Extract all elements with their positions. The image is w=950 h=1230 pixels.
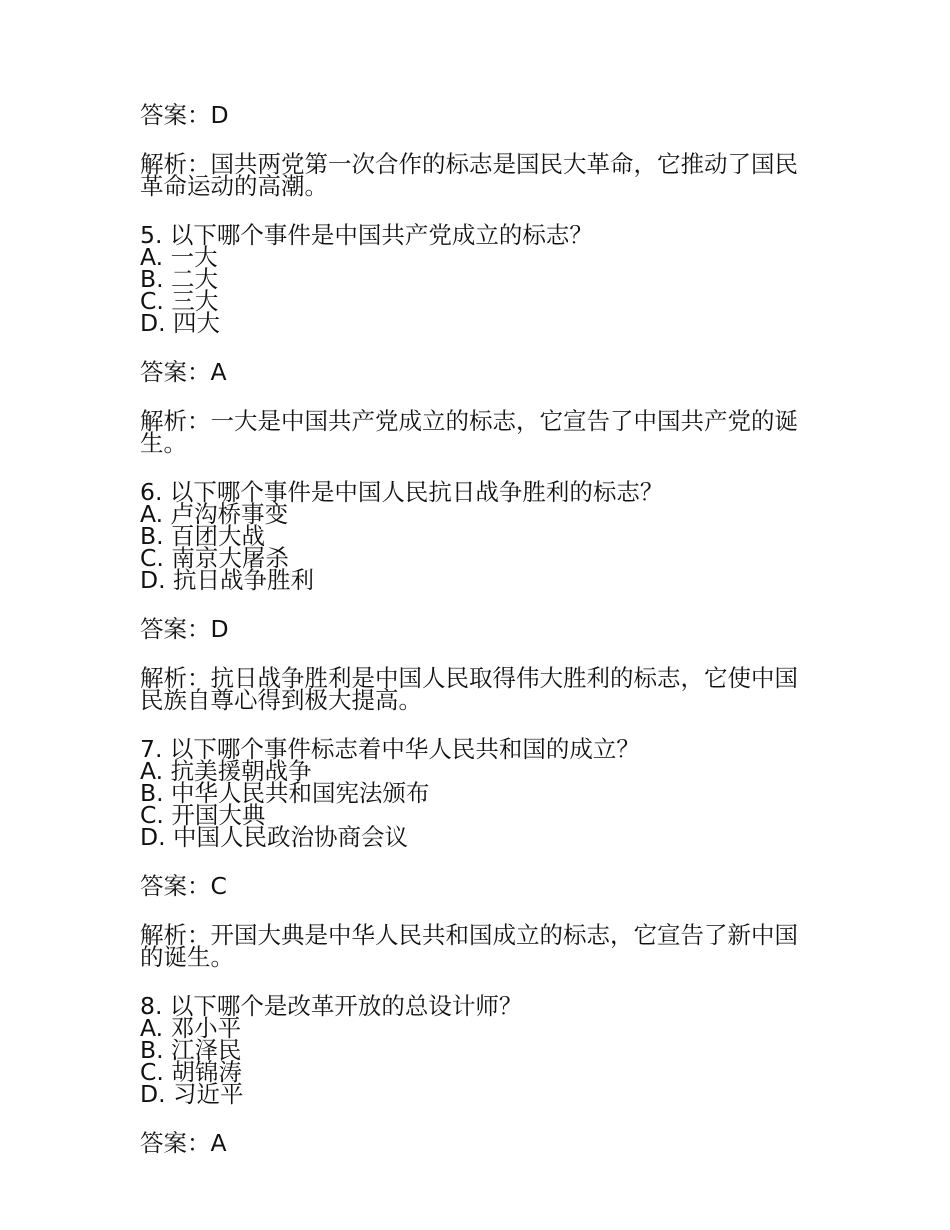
- option-a: A. 一大: [140, 243, 218, 271]
- option-c: C. 三大: [140, 287, 219, 315]
- option-d: D. 四大: [140, 309, 221, 337]
- answer-line: 答案：C: [140, 872, 227, 900]
- option-a: A. 抗美援朝战争: [140, 757, 312, 785]
- option-a: A. 邓小平: [140, 1014, 242, 1042]
- question-text: 7. 以下哪个事件标志着中华人民共和国的成立？: [140, 735, 640, 763]
- answer-line: 答案：D: [140, 101, 229, 129]
- question-block-8: [140, 992, 812, 1157]
- option-c: C. 南京大屠杀: [140, 544, 289, 572]
- option-b: B. 二大: [140, 265, 219, 293]
- question-block-5: [140, 221, 812, 457]
- question-block-7: [140, 735, 812, 971]
- analysis-paragraph: 解析：国共两党第一次合作的标志是国民大革命，它推动了国民革命运动的高潮。: [140, 150, 798, 200]
- answer-line: 答案：D: [140, 615, 229, 643]
- option-a: A. 卢沟桥事变: [140, 500, 289, 528]
- answer-line: 答案：A: [140, 1129, 227, 1157]
- option-c: C. 开国大典: [140, 801, 266, 829]
- option-d: D. 中国人民政治协商会议: [140, 823, 409, 851]
- option-b: B. 百团大战: [140, 522, 266, 550]
- answer-line: 答案：A: [140, 358, 227, 386]
- option-b: B. 中华人民共和国宪法颁布: [140, 779, 430, 807]
- option-d: D. 习近平: [140, 1080, 244, 1108]
- option-b: B. 江泽民: [140, 1036, 242, 1064]
- question-text: 6. 以下哪个事件是中国人民抗日战争胜利的标志？: [140, 478, 664, 506]
- analysis-paragraph: 解析：抗日战争胜利是中国人民取得伟大胜利的标志，它使中国民族自尊心得到极大提高。: [140, 664, 798, 714]
- document-page: [140, 101, 812, 1181]
- option-c: C. 胡锦涛: [140, 1058, 242, 1086]
- analysis-paragraph: 解析：开国大典是中华人民共和国成立的标志，它宣告了新中国的诞生。: [140, 921, 798, 971]
- question-text: 8. 以下哪个是改革开放的总设计师？: [140, 992, 523, 1020]
- question-block-6: [140, 478, 812, 714]
- option-d: D. 抗日战争胜利: [140, 566, 315, 594]
- question-text: 5. 以下哪个事件是中国共产党成立的标志？: [140, 221, 593, 249]
- analysis-paragraph: 解析：一大是中国共产党成立的标志，它宣告了中国共产党的诞生。: [140, 407, 798, 457]
